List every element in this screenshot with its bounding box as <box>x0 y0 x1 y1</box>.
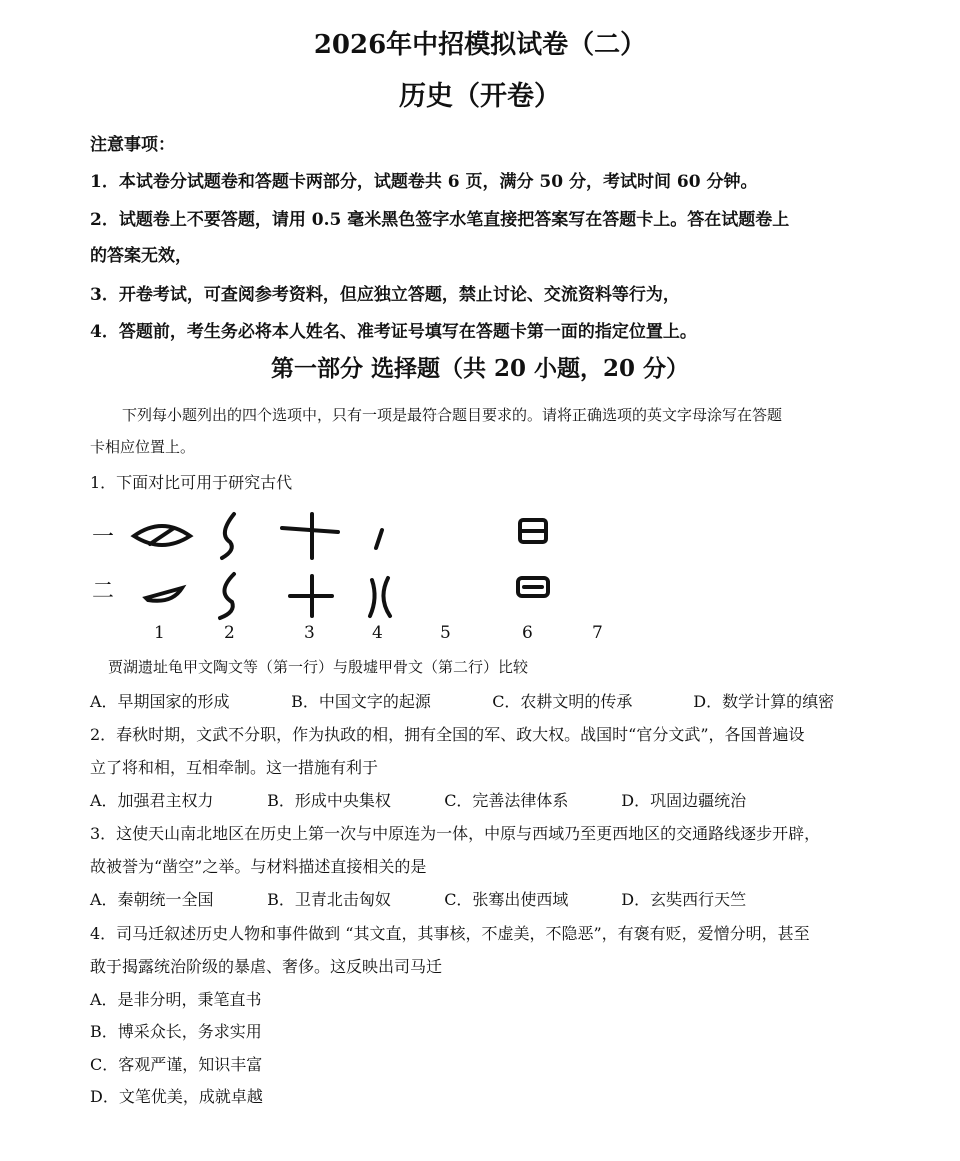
note-line: 1．本试卷分试题卷和答题卡两部分，试题卷共 6 页，满分 50 分，考试时间 60 分钟。 <box>90 172 758 192</box>
script-comparison-figure <box>86 508 626 648</box>
question-1-options <box>90 689 834 712</box>
column-number: 5 <box>440 623 451 643</box>
column-number: 4 <box>372 623 383 643</box>
option-c[interactable]: C．农耕文明的传承 <box>492 692 633 711</box>
option-b[interactable]: B．博采众长，务求实用 <box>90 1022 262 1041</box>
option-a[interactable]: A．早期国家的形成 <box>90 692 230 711</box>
question-2-options <box>90 788 746 811</box>
option-a[interactable]: A．是非分明，秉笔直书 <box>90 990 262 1009</box>
option-a[interactable]: A．秦朝统一全国 <box>90 890 214 909</box>
option-c[interactable]: C．完善法律体系 <box>444 791 569 810</box>
figure-caption: 贾湖遗址龟甲文陶文等（第一行）与殷墟甲骨文（第二行）比较 <box>108 658 529 676</box>
question-2-stem: 立了将和相，互相牵制。这一措施有利于 <box>90 758 379 777</box>
option-b[interactable]: B．中国文字的起源 <box>291 692 431 711</box>
option-c[interactable]: C．客观严谨，知识丰富 <box>90 1055 263 1074</box>
section-instruction: 下列每小题列出的四个选项中，只有一项是最符合题目要求的。请将正确选项的英文字母涂写在答题 <box>122 406 783 424</box>
option-d[interactable]: D．数学计算的缜密 <box>693 692 835 711</box>
question-3-stem: 故被誉为“凿空”之举。与材料描述直接相关的是 <box>90 857 427 876</box>
column-number: 2 <box>224 623 235 643</box>
note-line: 3．开卷考试，可查阅参考资料，但应独立答题，禁止讨论、交流资料等行为， <box>90 285 680 305</box>
option-c[interactable]: C．张骞出使西域 <box>444 890 569 909</box>
question-4-stem: 敢于揭露统治阶级的暴虐、奢侈。这反映出司马迁 <box>90 957 443 976</box>
notes-heading: 注意事项： <box>90 135 175 155</box>
option-b[interactable]: B．卫青北击匈奴 <box>267 890 391 909</box>
column-number: 3 <box>304 623 315 643</box>
question-4-stem: 4．司马迁叙述历史人物和事件做到 “其文直，其事核，不虚美，不隐恶”，有褒有贬，爱憎分明，甚至 <box>90 924 810 943</box>
note-line: 4．答题前，考生务必将本人姓名、准考证号填写在答题卡第一面的指定位置上。 <box>90 322 697 342</box>
note-line: 2．试题卷上不要答题，请用 0.5 毫米黑色签字水笔直接把答案写在答题卡上。答在试题卷上 <box>90 210 790 230</box>
section-title: 第一部分 选择题（共 20 小题，20 分） <box>270 355 690 382</box>
option-a[interactable]: A．加强君主权力 <box>90 791 214 810</box>
option-d[interactable]: D．文笔优美，成就卓越 <box>90 1087 263 1106</box>
section-instruction: 卡相应位置上。 <box>90 438 196 456</box>
exam-subtitle: 历史（开卷） <box>399 81 561 112</box>
row-2-glyphs <box>146 574 548 618</box>
column-number: 7 <box>592 623 603 643</box>
row-label-2: 二 <box>92 579 115 604</box>
column-number: 1 <box>154 623 165 643</box>
option-d[interactable]: D．巩固边疆统治 <box>621 791 747 810</box>
question-1-stem: 1．下面对比可用于研究古代 <box>90 473 293 492</box>
question-2-stem: 2．春秋时期，文武不分职，作为执政的相，拥有全国的军、政大权。战国时“官分文武”，各国普遍设 <box>90 725 805 744</box>
note-line: 的答案无效， <box>90 246 192 266</box>
question-3-stem: 3．这使天山南北地区在历史上第一次与中原连为一体，中原与西域乃至更西地区的交通路线逐步开辟， <box>90 824 821 843</box>
option-b[interactable]: B．形成中央集权 <box>267 791 391 810</box>
column-number: 6 <box>522 623 533 643</box>
row-label-1: 一 <box>92 525 115 550</box>
row-1-glyphs <box>134 514 546 558</box>
exam-title: 2026年中招模拟试卷（二） <box>313 30 647 60</box>
question-3-options <box>90 887 746 910</box>
option-d[interactable]: D．玄奘西行天竺 <box>621 890 747 909</box>
